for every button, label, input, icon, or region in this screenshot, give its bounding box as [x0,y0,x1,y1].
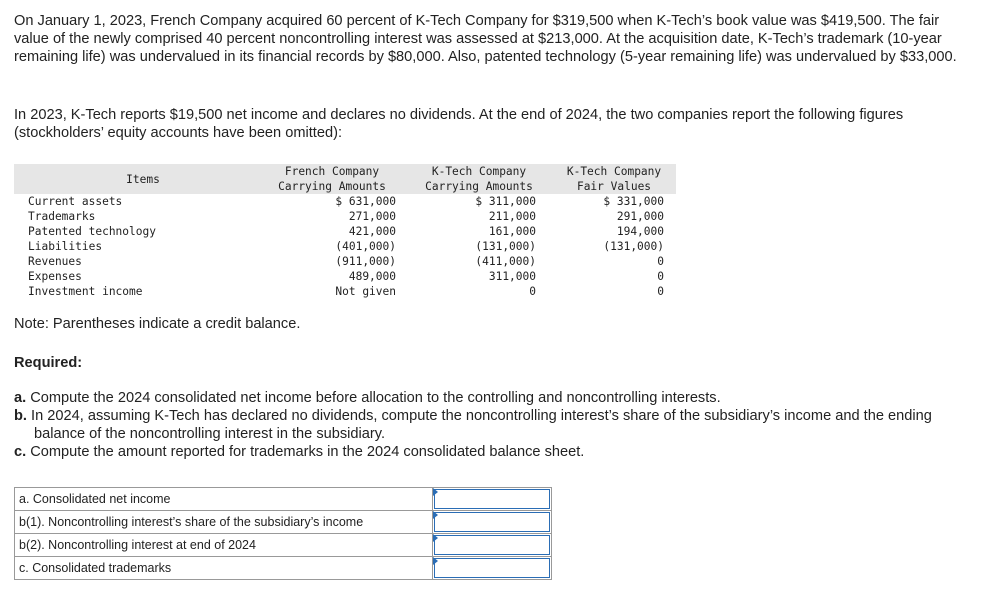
consolidated-trademarks-input[interactable] [434,558,550,578]
problem-intro: On January 1, 2023, French Company acquired 60 percent of K-Tech Company for $319,500 when K-Tech’s book value was $419,500. The fair value of the newly comprised 40 percent noncontrolling interest was assessed at $213,000. At the acquisition date, K-Tech’s trademark (10-year remaining life) was undervalued in its financial records by $80,000. Also, patented technology (5-year remaining life) was undervalued by $33,000. [14,13,957,65]
row-item: Liabilities [28,240,103,253]
row-ktech-value: $ 311,000 [475,195,536,208]
requirement-letter: a. [14,390,27,406]
row-ktech-value: 161,000 [488,225,536,238]
row-french-value: (911,000) [335,255,396,268]
header-french-line2: Carrying Amounts [278,180,386,193]
answer-row-consolidated-net-income [15,488,552,511]
row-item: Patented technology [28,225,156,238]
requirement-a [14,389,964,407]
requirement-text: Compute the amount reported for trademarks in the 2024 consolidated balance sheet. [30,444,585,460]
table-row [14,254,676,269]
row-fair-value: 194,000 [616,225,664,238]
answer-label: b(1). Noncontrolling interest’s share of the subsidiary’s income [15,511,433,534]
table-header-row [14,164,676,194]
answer-cell [433,488,552,511]
row-item: Revenues [28,255,82,268]
row-fair-value: 0 [657,285,664,298]
credit-balance-note: Note: Parentheses indicate a credit balance. [14,316,301,332]
financial-figures-table [14,164,676,299]
table-row [14,209,676,224]
header-ktech-fair-line1: K-Tech Company [566,165,662,178]
row-french-value: 489,000 [348,270,396,283]
nci-share-input[interactable] [434,512,550,532]
header-items-label: Items [126,172,160,186]
row-fair-value: 0 [657,270,664,283]
answer-label: c. Consolidated trademarks [15,557,433,580]
nci-end-balance-input[interactable] [434,535,550,555]
answer-label: b(2). Noncontrolling interest at end of 2024 [15,534,433,557]
header-french-line1: French Company [284,165,380,178]
row-ktech-value: 311,000 [488,270,536,283]
row-french-value: $ 631,000 [335,195,396,208]
input-marker-icon [433,488,438,496]
header-items [14,164,258,194]
header-ktech-fair-line2: Fair Values [576,180,652,193]
answer-table [14,487,552,580]
requirement-text: Compute the 2024 consolidated net income before allocation to the controlling and noncontrolling interests. [30,390,721,406]
row-french-value: Not given [335,285,396,298]
header-ktech-carrying-line1: K-Tech Company [431,165,527,178]
input-marker-icon [433,557,438,565]
table-row [14,239,676,254]
row-item: Current assets [28,195,123,208]
row-item: Expenses [28,270,82,283]
row-ktech-value: (411,000) [475,255,536,268]
table-row [14,194,676,209]
row-fair-value: 291,000 [616,210,664,223]
answer-cell [433,557,552,580]
input-marker-icon [433,534,438,542]
row-ktech-value: 0 [529,285,536,298]
row-ktech-value: (131,000) [475,240,536,253]
problem-second-paragraph: In 2023, K-Tech reports $19,500 net income and declares no dividends. At the end of 2024, the two companies report the following figures (stockholders’ equity accounts have been omitted): [14,107,904,141]
requirements-list [14,389,964,461]
input-marker-icon [433,511,438,519]
requirement-letter: c. [14,444,27,460]
row-french-value: (401,000) [335,240,396,253]
table-row [14,284,676,299]
requirement-text: In 2024, assuming K-Tech has declared no dividends, compute the noncontrolling interest’s share of the subsidiary’s income and the ending balance of the noncontrolling interest in the subsidiary. [31,408,932,442]
required-heading: Required: [14,355,83,371]
answer-cell [433,511,552,534]
answer-row-consolidated-trademarks [15,557,552,580]
table-row [14,269,676,284]
row-fair-value: $ 331,000 [603,195,664,208]
answer-row-nci-share [15,511,552,534]
header-ktech-carrying-line2: Carrying Amounts [425,180,533,193]
row-ktech-value: 211,000 [488,210,536,223]
row-french-value: 271,000 [348,210,396,223]
row-fair-value: (131,000) [603,240,664,253]
answer-row-nci-end-balance [15,534,552,557]
header-ktech-carrying [406,164,552,194]
requirement-b [14,407,964,443]
table-row [14,224,676,239]
consolidated-net-income-input[interactable] [434,489,550,509]
answer-label: a. Consolidated net income [15,488,433,511]
header-ktech-fair [552,164,676,194]
row-item: Investment income [28,285,143,298]
row-french-value: 421,000 [348,225,396,238]
row-item: Trademarks [28,210,96,223]
header-french [258,164,406,194]
row-fair-value: 0 [657,255,664,268]
answer-cell [433,534,552,557]
requirement-c [14,443,964,461]
requirement-letter: b. [14,408,27,424]
